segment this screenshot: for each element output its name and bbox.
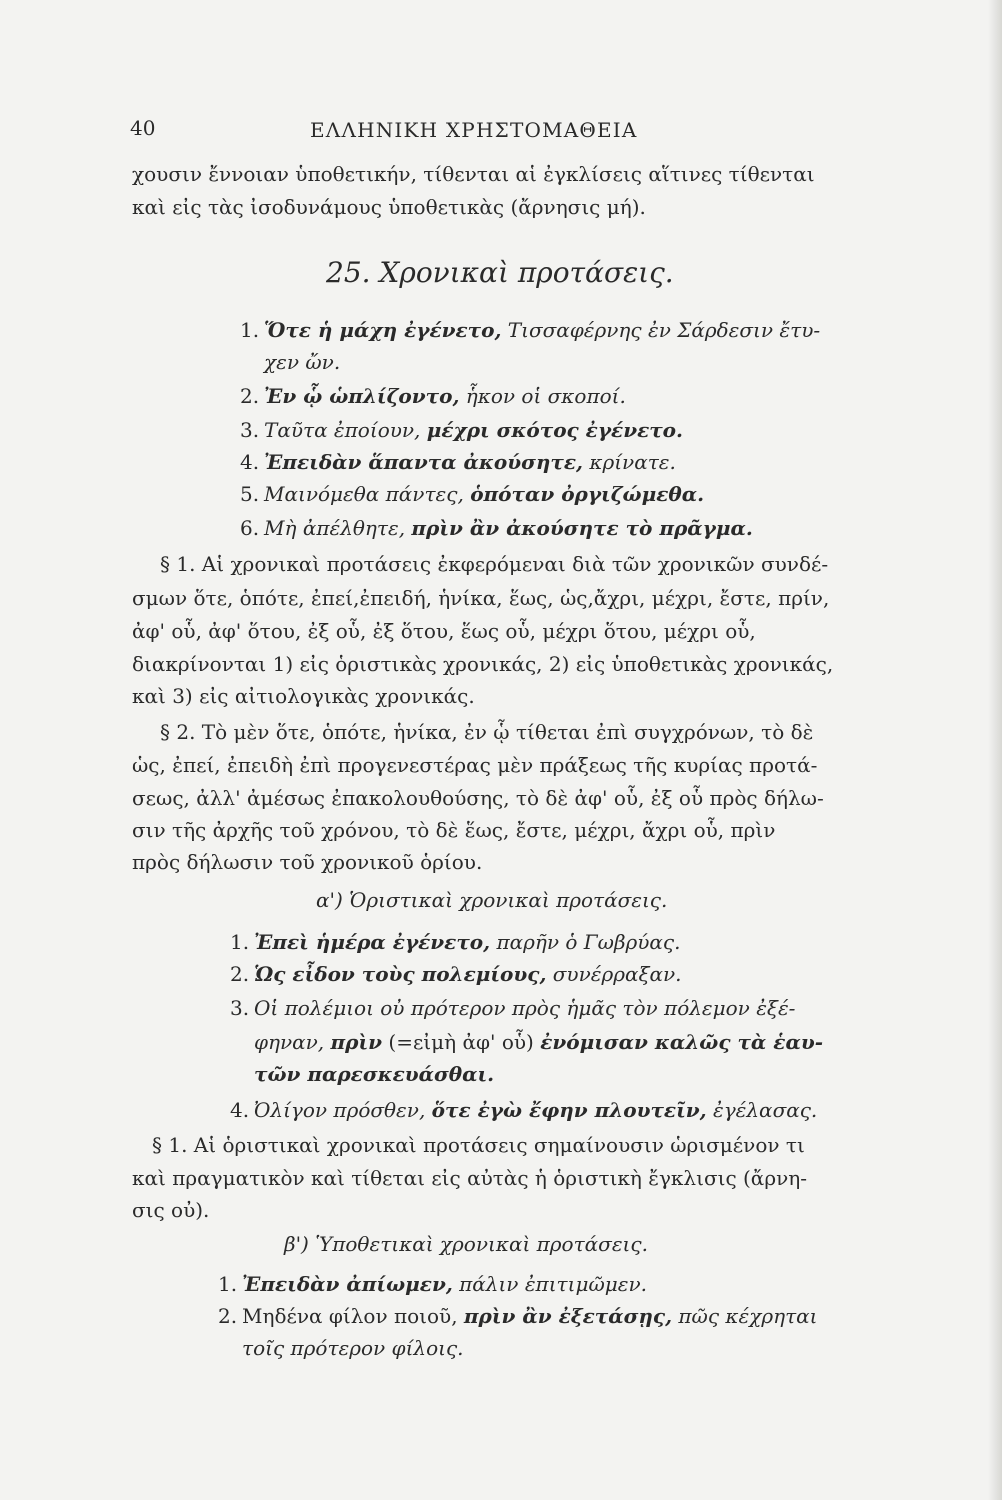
example-line [218,1304,818,1328]
example-bold: ὁπόταν ὀργιζώμεθα. [470,482,705,506]
example-number: 6. [240,516,260,540]
example-line [218,1272,647,1296]
example-line [230,996,795,1020]
example-text: (=εἰμὴ ἀφ' οὗ) [382,1030,541,1054]
example-text: κρίνατε. [582,450,676,474]
paragraph-line: καὶ 3) εἰς αἰτιολογικὰς χρονικάς. [132,684,475,708]
example-bold: ὅτε ἐγὼ ἔφην πλουτεῖν, [431,1098,707,1122]
paragraph-line: σεως, ἀλλ' ἀμέσως ἐπακολουθούσης, τὸ δὲ ἀφ' οὗ, ἐξ οὗ πρὸς δήλω- [132,786,824,810]
subsection-heading: β') Ὑποθετικαὶ χρονικαὶ προτάσεις. [284,1232,648,1256]
example-text: Τισσαφέρνης ἐν Σάρδεσιν ἔτυ- [501,318,821,342]
paragraph-line: καὶ πραγματικὸν καὶ τίθεται εἰς αὐτὰς ἡ ὁριστικὴ ἔγκλισις (ἄρνη- [132,1166,807,1190]
example-bold: Ἐν ᾧ ὡπλίζοντο, [264,384,460,408]
example-text: Μηδένα φίλον ποιοῦ, [242,1304,464,1328]
paragraph-line: σις οὐ). [132,1198,210,1222]
example-bold: πρὶν ἂν ἀκούσητε τὸ πρᾶγμα. [411,516,753,540]
example-line [240,318,820,342]
example-text: ἧκον οἱ σκοποί. [459,384,626,408]
example-text: ἐγέλασας. [706,1098,818,1122]
example-number: 4. [240,450,260,474]
example-number: 1. [230,930,250,954]
example-line [230,962,682,986]
example-line [254,1062,494,1086]
page-edge-shadow [988,0,1002,1500]
example-text: χεν ὤν. [264,350,341,374]
example-text: Οἱ πολέμιοι οὐ πρότερον πρὸς ἡμᾶς τὸν πόλεμον ἐξέ- [254,996,796,1020]
example-text: τοῖς πρότερον φίλοις. [242,1336,464,1360]
example-text: Ταῦτα ἐποίουν, [264,418,427,442]
example-line [230,1098,817,1122]
example-number: 2. [230,962,250,986]
example-line [240,450,676,474]
paragraph-line: § 1. Αἱ χρονικαὶ προτάσεις ἐκφερόμεναι διὰ τῶν χρονικῶν συνδέ- [160,552,829,576]
example-text: πάλιν ἐπιτιμῶμεν. [452,1272,647,1296]
paragraph-line: § 1. Αἱ ὁριστικαὶ χρονικαὶ προτάσεις σημαίνουσιν ὡρισμένον τι [152,1133,805,1157]
example-bold: Ἐπειδὰν ἅπαντα ἀκούσητε, [264,450,583,474]
section-title: 25. Χρονικαὶ προτάσεις. [326,256,674,289]
example-text: φηναν, [254,1030,331,1054]
paragraph-line: ὡς, ἐπεί, ἐπειδὴ ἐπὶ προγενεστέρας μὲν πράξεως τῆς κυρίας προτά- [132,753,818,777]
intro-line: καὶ εἰς τὰς ἰσοδυνάμους ὑποθετικὰς (ἄρνησις μή). [132,195,646,219]
page-number: 40 [130,116,156,140]
paragraph-line: διακρίνονται 1) εἰς ὁριστικὰς χρονικάς, 2) εἰς ὑποθετικὰς χρονικάς, [132,652,834,676]
paragraph-line: § 2. Τὸ μὲν ὅτε, ὁπότε, ἡνίκα, ἐν ᾧ τίθεται ἐπὶ συγχρόνων, τὸ δὲ [160,720,814,744]
paragraph-line: σμων ὅτε, ὁπότε, ἐπεί,ἐπειδή, ἡνίκα, ἕως, ὡς,ἄχρι, μέχρι, ἔστε, πρίν, [132,586,830,610]
example-text: Ὀλίγον πρόσθεν, [254,1098,432,1122]
example-line [240,516,753,540]
paragraph-line: σιν τῆς ἀρχῆς τοῦ χρόνου, τὸ δὲ ἕως, ἔστε, μέχρι, ἄχρι οὗ, πρὶν [132,818,776,842]
example-line [240,482,704,506]
example-text: συνέρραξαν. [546,962,682,986]
paragraph-line: ἀφ' οὗ, ἀφ' ὅτου, ἐξ οὗ, ἐξ ὅτου, ἕως οὗ, μέχρι ὅτου, μέχρι οὗ, [132,619,756,643]
example-number: 2. [218,1304,238,1328]
paragraph-line: πρὸς δήλωσιν τοῦ χρονικοῦ ὁρίου. [132,850,483,874]
example-line [242,1336,464,1360]
example-text: πῶς κέχρηται [672,1304,818,1328]
example-number: 1. [240,318,260,342]
example-line [254,1030,823,1054]
example-text: παρῆν ὁ Γωβρύας. [490,930,681,954]
subsection-heading: α') Ὁριστικαὶ χρονικαὶ προτάσεις. [316,888,668,912]
example-number: 2. [240,384,260,408]
example-bold: μέχρι σκότος ἐγένετο. [426,418,683,442]
example-text: Μὴ ἀπέλθητε, [264,516,412,540]
example-bold: πρὶν ἂν ἐξετάσῃς, [463,1304,673,1328]
example-bold: ἐνόμισαν καλῶς τὰ ἑαυ- [540,1030,824,1054]
example-bold: τῶν παρεσκευάσθαι. [254,1062,495,1086]
example-bold: Ἐπειδὰν ἀπίωμεν, [242,1272,453,1296]
example-line [240,418,683,442]
example-number: 4. [230,1098,250,1122]
example-bold: Ὡς εἶδον τοὺς πολεμίους, [254,962,547,986]
example-number: 3. [240,418,260,442]
example-bold: Ἐπεὶ ἡμέρα ἐγένετο, [254,930,491,954]
example-number: 3. [230,996,250,1020]
example-number: 1. [218,1272,238,1296]
example-bold: Ὅτε ἡ μάχη ἐγένετο, [264,318,502,342]
example-line [264,350,340,374]
example-bold: πρὶν [330,1030,383,1054]
example-number: 5. [240,482,260,506]
example-line [230,930,680,954]
running-head: ΕΛΛΗΝΙΚΗ ΧΡΗΣΤΟΜΑΘΕΙΑ [310,118,638,142]
example-line [240,384,626,408]
example-text: Μαινόμεθα πάντες, [264,482,471,506]
intro-line: χουσιν ἔννοιαν ὑποθετικήν, τίθενται αἱ ἐγκλίσεις αἵτινες τίθενται [132,162,815,186]
